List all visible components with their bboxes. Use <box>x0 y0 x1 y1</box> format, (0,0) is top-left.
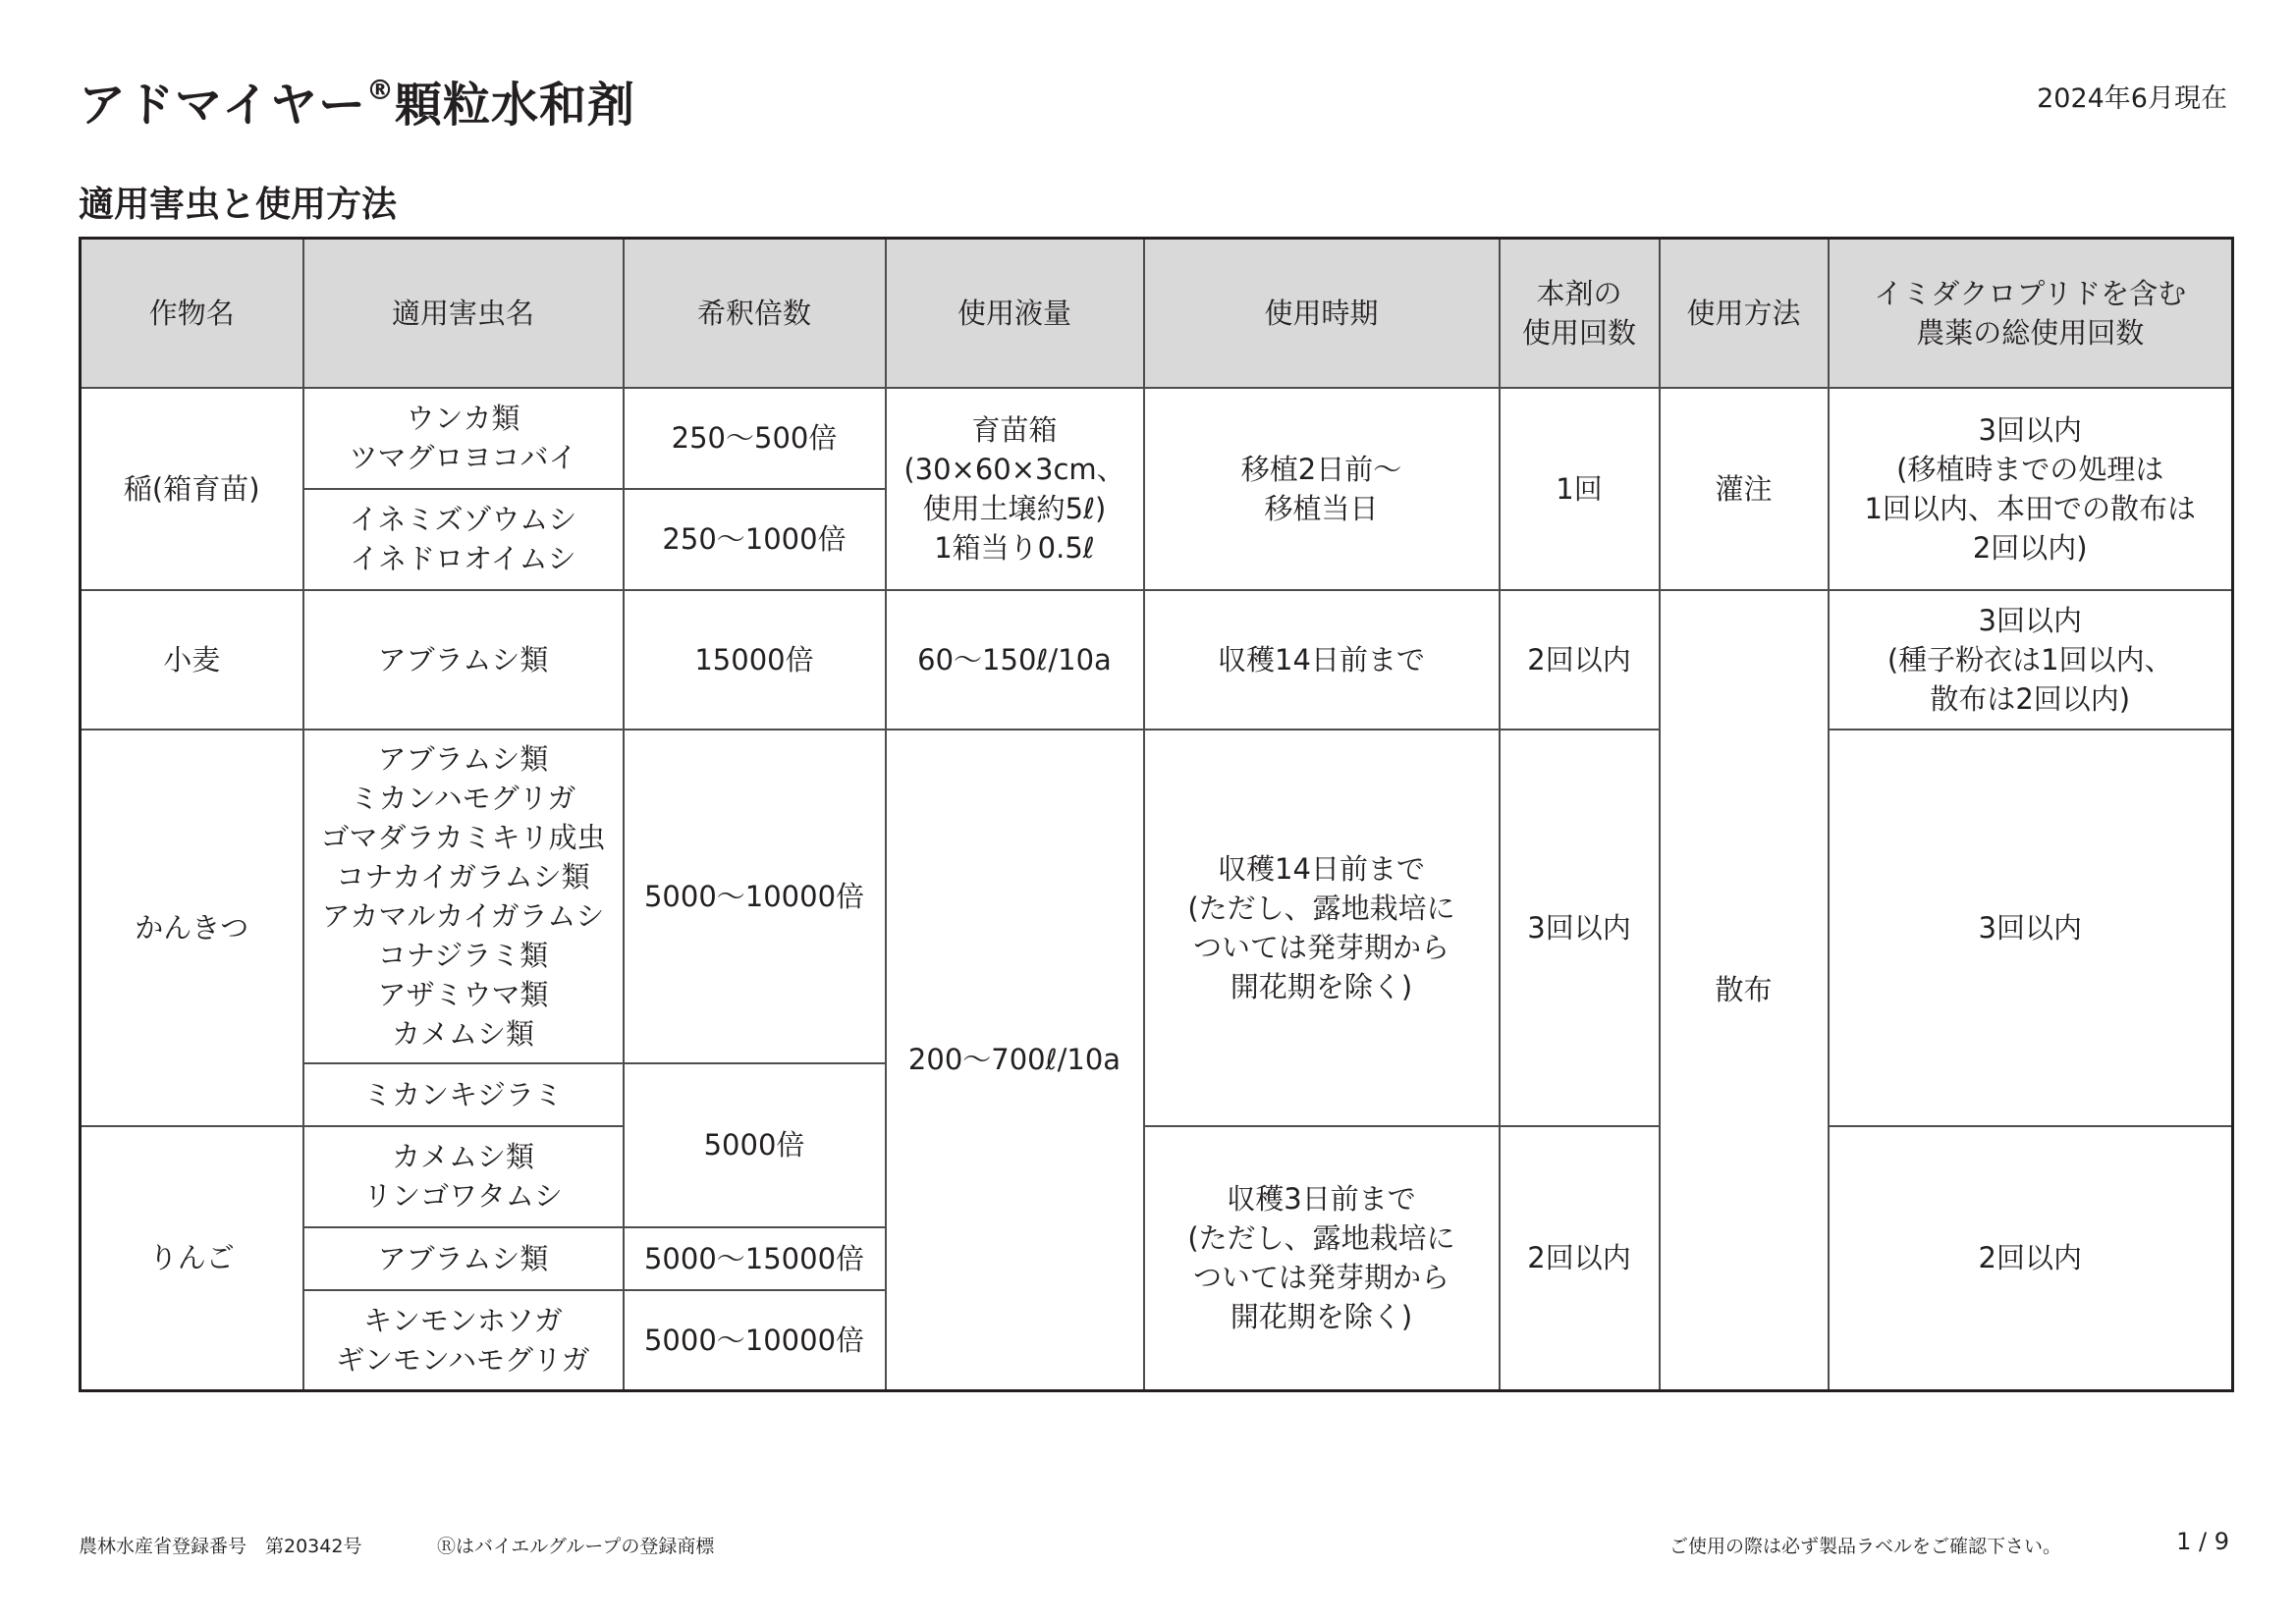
table-row <box>81 388 2233 489</box>
dilution-apple-2: 5000〜15000倍 <box>624 1227 886 1290</box>
title-main: アドマイヤー <box>79 78 367 133</box>
trademark-note: Ⓡはバイエルグループの登録商標 <box>437 1536 715 1557</box>
header-timing: 使用時期 <box>1144 239 1500 388</box>
pest-rice-2: イネミズゾウムシ イネドロオイムシ <box>303 489 624 590</box>
dilution-citrus-1: 5000〜10000倍 <box>624 730 886 1063</box>
header-volume: 使用液量 <box>886 239 1144 388</box>
pest-citrus-2: ミカンキジラミ <box>303 1063 624 1126</box>
table-row <box>81 730 2233 1063</box>
count-rice: 1回 <box>1500 388 1660 590</box>
header-dilution: 希釈倍数 <box>624 239 886 388</box>
volume-rice: 育苗箱 (30×60×3cm、 使用土壌約5ℓ) 1箱当り0.5ℓ <box>886 388 1144 590</box>
header-count: 本剤の 使用回数 <box>1500 239 1660 388</box>
title-rest: 顆粒水和剤 <box>395 78 636 133</box>
count-citrus: 3回以内 <box>1500 730 1660 1126</box>
dilution-wheat: 15000倍 <box>624 590 886 730</box>
count-apple: 2回以内 <box>1500 1126 1660 1391</box>
pest-apple-2: アブラムシ類 <box>303 1227 624 1290</box>
timing-wheat: 収穫14日前まで <box>1144 590 1500 730</box>
pest-apple-1: カメムシ類 リンゴワタムシ <box>303 1126 624 1227</box>
total-rice: 3回以内 (移植時までの処理は 1回以内、本田での散布は 2回以内) <box>1829 388 2233 590</box>
pest-apple-3: キンモンホソガ ギンモンハモグリガ <box>303 1290 624 1391</box>
header-crop: 作物名 <box>81 239 303 388</box>
total-apple: 2回以内 <box>1829 1126 2233 1391</box>
header-total: イミダクロプリドを含む 農薬の総使用回数 <box>1829 239 2233 388</box>
table-row <box>81 1126 2233 1227</box>
method-rice: 灌注 <box>1660 388 1829 590</box>
pest-wheat: アブラムシ類 <box>303 590 624 730</box>
crop-wheat: 小麦 <box>81 590 303 730</box>
crop-rice: 稲(箱育苗) <box>81 388 303 590</box>
usage-notice: ご使用の際は必ず製品ラベルをご確認下さい。 <box>1669 1536 2062 1557</box>
dilution-rice-2: 250〜1000倍 <box>624 489 886 590</box>
count-wheat: 2回以内 <box>1500 590 1660 730</box>
dilution-rice-1: 250〜500倍 <box>624 388 886 489</box>
table-row <box>81 590 2233 730</box>
pest-rice-1: ウンカ類 ツマグロヨコバイ <box>303 388 624 489</box>
usage-table <box>79 237 2234 1392</box>
timing-apple: 収穫3日前まで (ただし、露地栽培に ついては発芽期から 開花期を除く) <box>1144 1126 1500 1391</box>
header-method: 使用方法 <box>1660 239 1829 388</box>
dilution-apple-3: 5000〜10000倍 <box>624 1290 886 1391</box>
pest-citrus-1: アブラムシ類 ミカンハモグリガ ゴマダラカミキリ成虫 コナカイガラムシ類 アカマルカイガラムシ コナジラミ類 アザミウマ類 カメムシ類 <box>303 730 624 1063</box>
header-row <box>81 239 2233 388</box>
crop-apple: りんご <box>81 1126 303 1391</box>
total-citrus: 3回以内 <box>1829 730 2233 1126</box>
page-title <box>79 67 635 135</box>
total-wheat: 3回以内 (種子粉衣は1回以内、 散布は2回以内) <box>1829 590 2233 730</box>
volume-fruit: 200〜700ℓ/10a <box>886 730 1144 1391</box>
registration-number: 農林水産省登録番号 第20342号 <box>79 1536 362 1557</box>
date-label: 2024年6月現在 <box>2037 83 2227 114</box>
page-number: 1 / 9 <box>2176 1528 2229 1555</box>
method-spray: 散布 <box>1660 590 1829 1391</box>
section-title: 適用害虫と使用方法 <box>79 185 398 225</box>
timing-rice: 移植2日前〜 移植当日 <box>1144 388 1500 590</box>
volume-wheat: 60〜150ℓ/10a <box>886 590 1144 730</box>
crop-citrus: かんきつ <box>81 730 303 1126</box>
timing-citrus: 収穫14日前まで (ただし、露地栽培に ついては発芽期から 開花期を除く) <box>1144 730 1500 1126</box>
dilution-5000: 5000倍 <box>624 1063 886 1227</box>
registered-mark: ® <box>366 74 396 106</box>
header-pest: 適用害虫名 <box>303 239 624 388</box>
